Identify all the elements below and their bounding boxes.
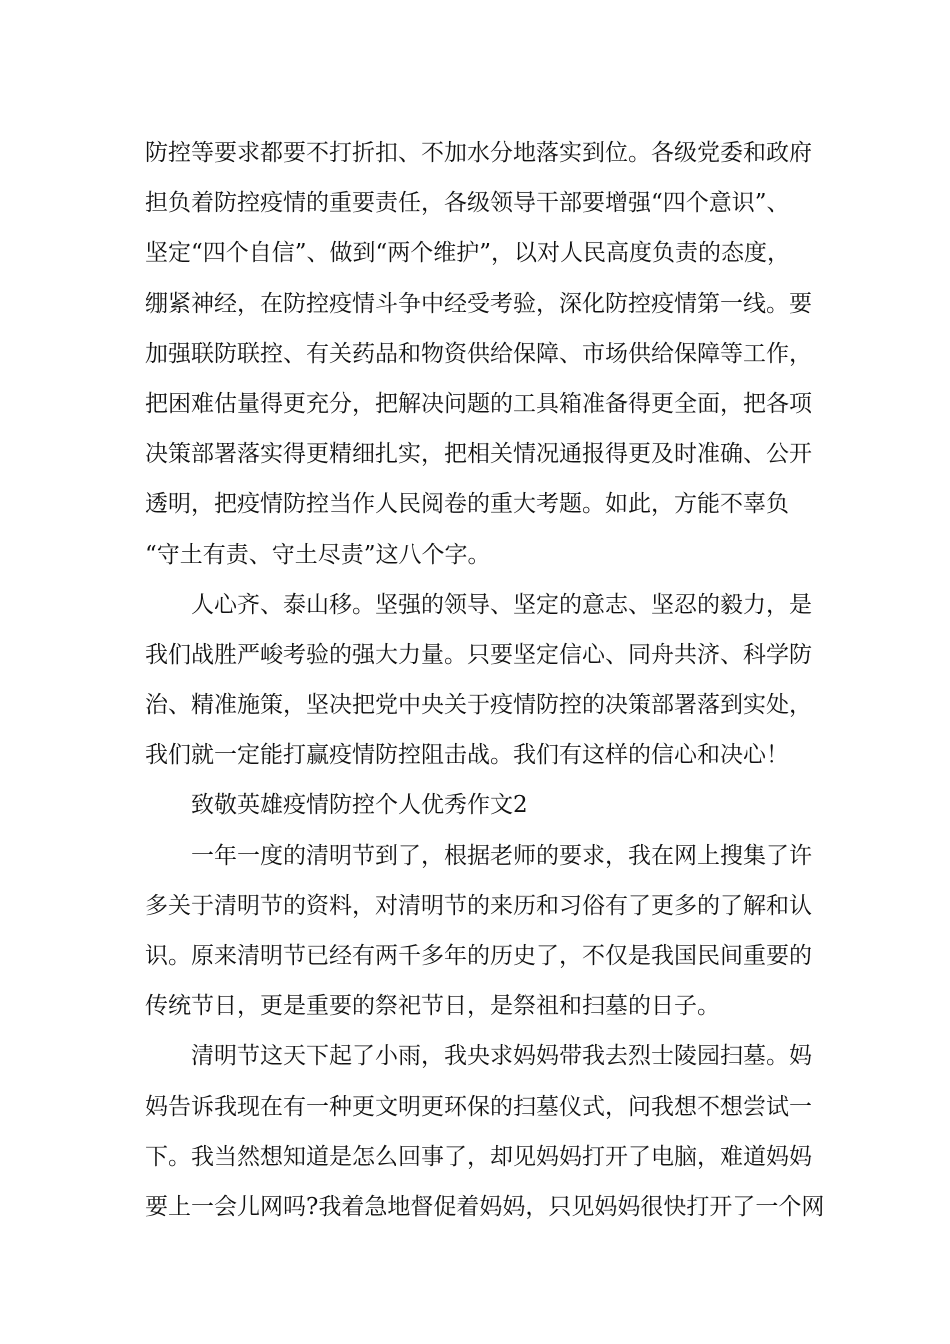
text-line: 妈告诉我现在有一种更文明更环保的扫墓仪式，问我想不想尝试一 xyxy=(145,1093,812,1120)
text-line: 决策部署落实得更精细扎实，把相关情况通报得更及时准确、公开 xyxy=(145,441,812,468)
essay-title: 致敬英雄疫情防控个人优秀作文2 xyxy=(191,792,528,819)
text-line: 识。原来清明节已经有两千多年的历史了，不仅是我国民间重要的 xyxy=(145,943,812,969)
document-body xyxy=(145,128,825,1232)
text-line: 坚定“四个自信”、做到“两个维护”，以对人民高度负责的态度， xyxy=(145,240,791,267)
text-line: 传统节日，更是重要的祭祀节日，是祭祖和扫墓的日子。 xyxy=(145,993,720,1020)
text-line: 我们就一定能打赢疫情防控阻击战。我们有这样的信心和决心！ xyxy=(145,742,789,769)
text-line: 一年一度的清明节到了，根据老师的要求，我在网上搜集了许 xyxy=(191,842,812,869)
text-line: “守土有责、守土尽责”这八个字。 xyxy=(145,541,491,568)
text-line: 清明节这天下起了小雨，我央求妈妈带我去烈士陵园扫墓。妈 xyxy=(191,1043,812,1070)
text-line: 加强联防联控、有关药品和物资供给保障、市场供给保障等工作， xyxy=(145,340,812,367)
text-line: 人心齐、泰山移。坚强的领导、坚定的意志、坚忍的毅力，是 xyxy=(191,591,812,618)
text-line: 要上一会儿网吗?我着急地督促着妈妈，只见妈妈很快打开了一个网 xyxy=(145,1193,825,1220)
text-line: 多关于清明节的资料，对清明节的来历和习俗有了更多的了解和认 xyxy=(145,892,812,919)
text-line: 透明，把疫情防控当作人民阅卷的重大考题。如此，方能不辜负 xyxy=(145,491,789,518)
text-line: 担负着防控疫情的重要责任，各级领导干部要增强“四个意识”、 xyxy=(145,190,790,217)
text-line: 把困难估量得更充分，把解决问题的工具箱准备得更全面，把各项 xyxy=(145,390,812,417)
text-line: 绷紧神经，在防控疫情斗争中经受考验，深化防控疫情第一线。要 xyxy=(145,290,812,317)
text-line: 防控等要求都要不打折扣、不加水分地落实到位。各级党委和政府 xyxy=(145,140,812,166)
text-line: 治、精准施策，坚决把党中央关于疫情防控的决策部署落到实处， xyxy=(145,692,812,719)
text-line: 我们战胜严峻考验的强大力量。只要坚定信心、同舟共济、科学防 xyxy=(145,641,812,668)
text-line: 下。我当然想知道是怎么回事了，却见妈妈打开了电脑，难道妈妈 xyxy=(145,1143,812,1170)
